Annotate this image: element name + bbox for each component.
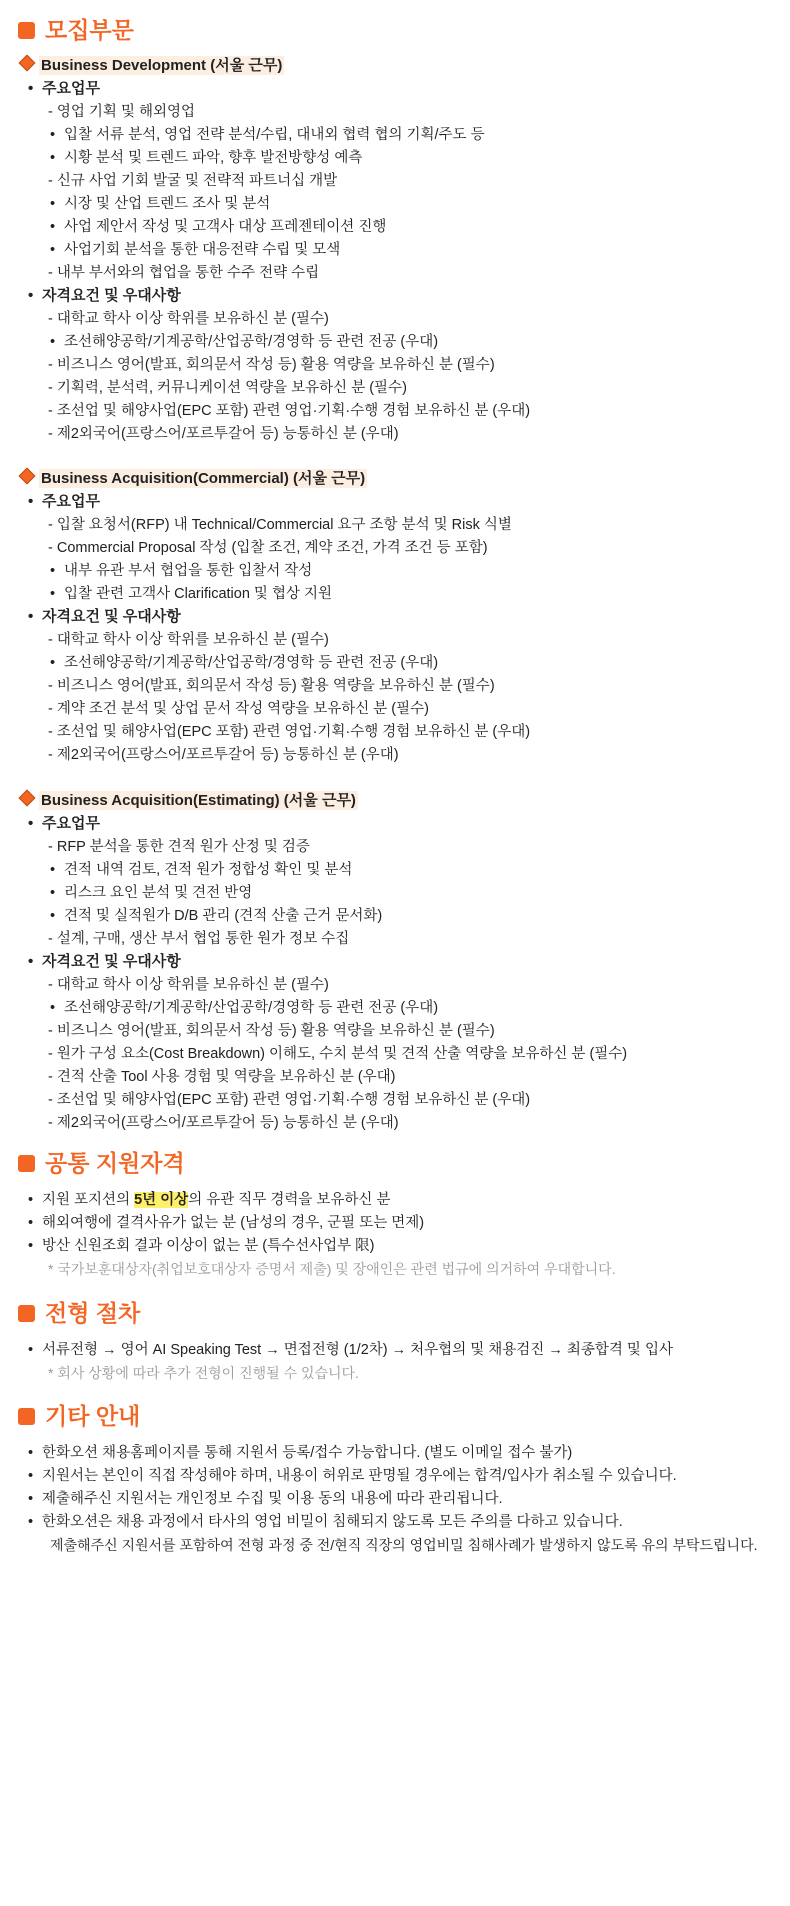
- list-item: - RFP 분석을 통한 견적 원가 산정 및 검증: [48, 839, 310, 855]
- list-item: • 지원서는 본인이 직접 작성해야 하며, 내용이 허위로 판명될 경우에는 합격/입사가 취소될 수 있습니다.: [28, 1468, 677, 1484]
- position-title-bd: Business Development (서울 근무): [18, 54, 284, 78]
- list-item: • 견적 내역 검토, 견적 원가 정합성 확인 및 분석: [50, 862, 353, 878]
- diamond-icon: [19, 790, 36, 807]
- list-item: - Commercial Proposal 작성 (입찰 조건, 계약 조건, 가격 조건 등 포함): [48, 540, 488, 556]
- list-item: - 내부 부서와의 협업을 통한 수주 전략 수립: [48, 265, 320, 281]
- list-item: • 한화오션은 채용 과정에서 타사의 영업 비밀이 침해되지 않도록 모든 주의를 다하고 있습니다.: [28, 1514, 623, 1530]
- list-item: • 조선해양공학/기계공학/산업공학/경영학 등 관련 전공 (우대): [50, 334, 439, 350]
- list-item: - 비즈니스 영어(발표, 회의문서 작성 등) 활용 역량을 보유하신 분 (필수): [48, 357, 495, 373]
- position-title-bae: Business Acquisition(Estimating) (서울 근무): [18, 789, 358, 813]
- orange-square-icon: [18, 1155, 35, 1172]
- list-item: - 신규 사업 기회 발굴 및 전략적 파트너십 개발: [48, 173, 338, 189]
- list-item: • 입찰 서류 분석, 영업 전략 분석/수립, 대내외 협력 협의 기획/주도 등: [50, 127, 485, 143]
- list-item: - 조선업 및 해양사업(EPC 포함) 관련 영업·기획·수행 경험 보유하신 분 (우대): [48, 403, 531, 419]
- diamond-icon: [19, 55, 36, 72]
- list-item: • 서류전형 → 영어 AI Speaking Test → 면접전형 (1/2차) → 처우협의 및 채용검진 → 최종합격 및 입사: [28, 1342, 673, 1358]
- list-item: • 리스크 요인 분석 및 견전 반영: [50, 885, 253, 901]
- section-title-etc: 기타 안내: [18, 1403, 140, 1429]
- list-item: - 제2외국어(프랑스어/포르투갈어 등) 능통하신 분 (우대): [48, 1115, 399, 1131]
- list-item: - 영업 기획 및 해외영업: [48, 104, 196, 120]
- list-item: - 기획력, 분석력, 커뮤니케이션 역량을 보유하신 분 (필수): [48, 380, 407, 396]
- list-item: • 한화오션 채용홈페이지를 통해 지원서 등록/접수 가능합니다. (별도 이메일 접수 불가): [28, 1445, 573, 1461]
- list-item: - 대학교 학사 이상 학위를 보유하신 분 (필수): [48, 977, 329, 993]
- section-title-recruit: 모집부문: [18, 17, 134, 43]
- list-item: - 비즈니스 영어(발표, 회의문서 작성 등) 활용 역량을 보유하신 분 (필수): [48, 678, 495, 694]
- category-qualifications: • 자격요건 및 우대사항: [28, 287, 181, 304]
- list-item: • 입찰 관련 고객사 Clarification 및 협상 지원: [50, 586, 333, 602]
- list-item: • 사업 제안서 작성 및 고객사 대상 프레젠테이션 진행: [50, 219, 387, 235]
- list-item: - 입찰 요청서(RFP) 내 Technical/Commercial 요구 조항 분석 및 Risk 식별: [48, 517, 512, 533]
- note-text: * 국가보훈대상자(취업보호대상자 증명서 제출) 및 장애인은 관련 법규에 의거하여 우대합니다.: [48, 1261, 616, 1277]
- list-item: • 방산 신원조회 결과 이상이 없는 분 (특수선사업부 限): [28, 1238, 375, 1254]
- section-title-process: 전형 절차: [18, 1300, 140, 1326]
- category-duties: • 주요업무: [28, 815, 100, 832]
- category-qualifications: • 자격요건 및 우대사항: [28, 608, 181, 625]
- list-item: • 지원 포지션의 5년 이상의 유관 직무 경력을 보유하신 분: [28, 1192, 391, 1208]
- highlight-text: 5년 이상: [134, 1192, 189, 1208]
- list-item: • 견적 및 실적원가 D/B 관리 (견적 산출 근거 문서화): [50, 908, 383, 924]
- list-item: • 내부 유관 부서 협업을 통한 입찰서 작성: [50, 563, 313, 579]
- orange-square-icon: [18, 1408, 35, 1425]
- list-item: • 시장 및 산업 트렌드 조사 및 분석: [50, 196, 271, 212]
- list-item: - 대학교 학사 이상 학위를 보유하신 분 (필수): [48, 311, 329, 327]
- diamond-icon: [19, 468, 36, 485]
- list-item: - 설계, 구매, 생산 부서 협업 통한 원가 정보 수집: [48, 931, 350, 947]
- list-item: - 조선업 및 해양사업(EPC 포함) 관련 영업·기획·수행 경험 보유하신 분 (우대): [48, 724, 531, 740]
- list-item: - 비즈니스 영어(발표, 회의문서 작성 등) 활용 역량을 보유하신 분 (필수): [48, 1023, 495, 1039]
- category-duties: • 주요업무: [28, 493, 100, 510]
- note-text: * 회사 상황에 따라 추가 전형이 진행될 수 있습니다.: [48, 1365, 359, 1381]
- list-item: • 사업기회 분석을 통한 대응전략 수립 및 모색: [50, 242, 341, 258]
- list-item: - 조선업 및 해양사업(EPC 포함) 관련 영업·기획·수행 경험 보유하신 분 (우대): [48, 1092, 531, 1108]
- list-item: - 계약 조건 분석 및 상업 문서 작성 역량을 보유하신 분 (필수): [48, 701, 429, 717]
- orange-square-icon: [18, 22, 35, 39]
- list-item-continuation: 제출해주신 지원서를 포함하여 전형 과정 중 전/현직 직장의 영업비밀 침해사례가 발생하지 않도록 유의 부탁드립니다.: [50, 1537, 758, 1553]
- list-item: • 제출해주신 지원서는 개인정보 수집 및 이용 동의 내용에 따라 관리됩니다.: [28, 1491, 503, 1507]
- orange-square-icon: [18, 1305, 35, 1322]
- list-item: - 제2외국어(프랑스어/포르투갈어 등) 능통하신 분 (우대): [48, 426, 399, 442]
- list-item: • 조선해양공학/기계공학/산업공학/경영학 등 관련 전공 (우대): [50, 655, 439, 671]
- list-item: - 제2외국어(프랑스어/포르투갈어 등) 능통하신 분 (우대): [48, 747, 399, 763]
- list-item: - 견적 산출 Tool 사용 경험 및 역량을 보유하신 분 (우대): [48, 1069, 396, 1085]
- list-item: • 해외여행에 결격사유가 없는 분 (남성의 경우, 군필 또는 면제): [28, 1215, 425, 1231]
- section-title-common: 공통 지원자격: [18, 1150, 185, 1176]
- list-item: - 대학교 학사 이상 학위를 보유하신 분 (필수): [48, 632, 329, 648]
- list-item: • 조선해양공학/기계공학/산업공학/경영학 등 관련 전공 (우대): [50, 1000, 439, 1016]
- list-item: - 원가 구성 요소(Cost Breakdown) 이해도, 수치 분석 및 견적 산출 역량을 보유하신 분 (필수): [48, 1046, 628, 1062]
- list-item: • 시황 분석 및 트렌드 파악, 향후 발전방향성 예측: [50, 150, 363, 166]
- category-duties: • 주요업무: [28, 80, 100, 97]
- category-qualifications: • 자격요건 및 우대사항: [28, 953, 181, 970]
- position-title-bac: Business Acquisition(Commercial) (서울 근무): [18, 467, 367, 491]
